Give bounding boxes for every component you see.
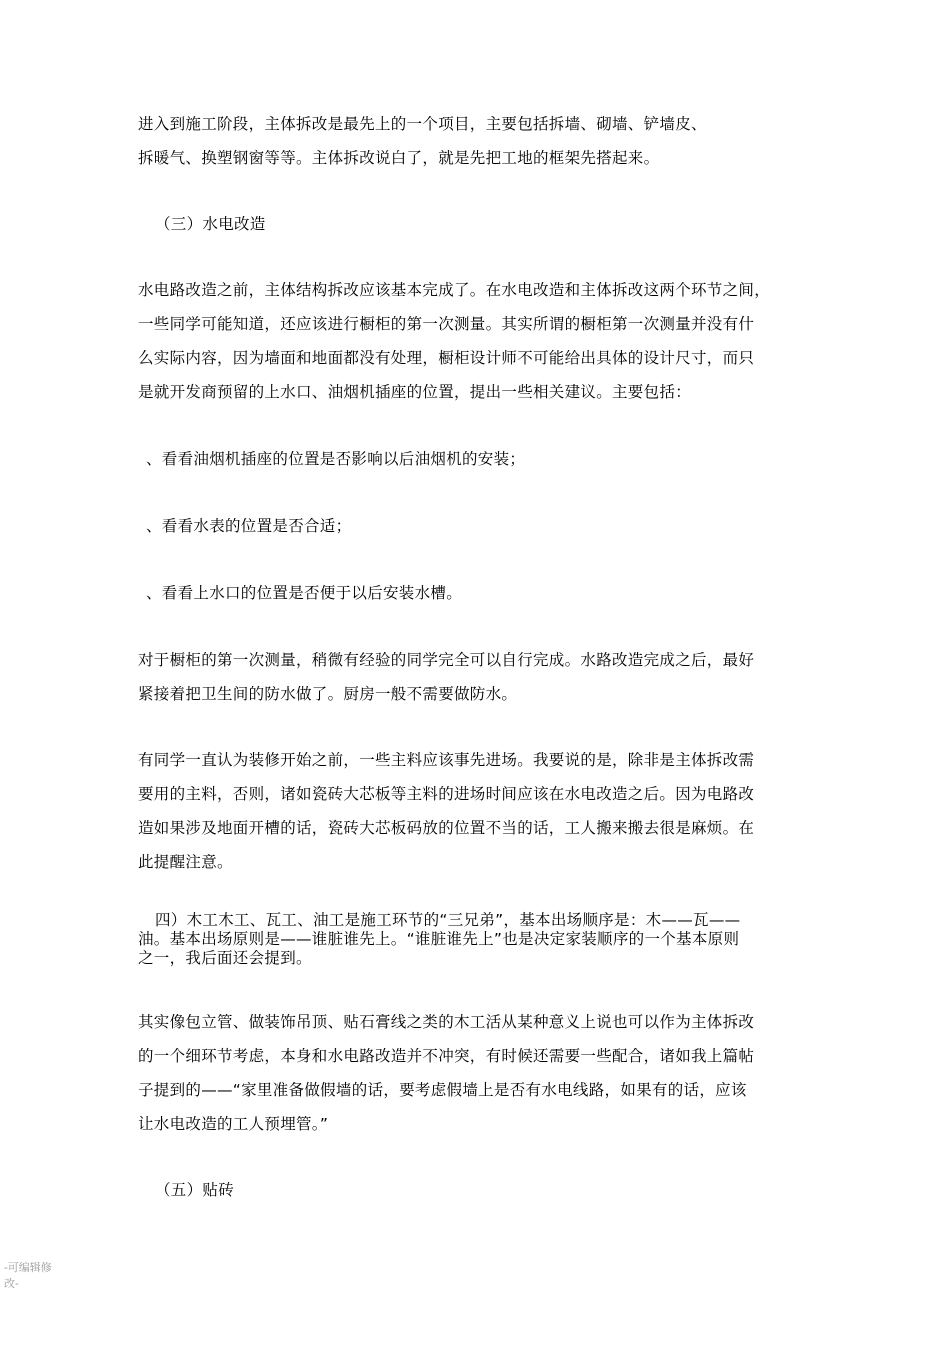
paragraph-line: 一些同学可能知道，还应该进行橱柜的第一次测量。其实所谓的橱柜第一次测量并没有什	[138, 315, 755, 333]
paragraph-line: 拆暖气、换塑钢窗等等。主体拆改说白了，就是先把工地的框架先搭起来。	[138, 149, 660, 167]
paragraph-line: 是就开发商预留的上水口、油烟机插座的位置，提出一些相关建议。主要包括：	[138, 383, 692, 401]
paragraph-line: 让水电改造的工人预埋管。”	[138, 1115, 329, 1133]
footer-note: -可编辑修改-	[4, 1261, 52, 1290]
paragraph-line: 其实像包立管、做装饰吊顶、贴石膏线之类的木工活从某种意义上说也可以作为主体拆改	[138, 1013, 755, 1031]
paragraph-line: 之一，我后面还会提到。	[138, 949, 312, 967]
paragraph-line: 么实际内容，因为墙面和地面都没有处理，橱柜设计师不可能给出具体的设计尺寸，而只	[138, 349, 755, 367]
list-item: 、看看水表的位置是否合适；	[146, 517, 352, 535]
paragraph-line: 油。基本出场原则是——谁脏谁先上。“谁脏谁先上”也是决定家装顺序的一个基本原则	[138, 930, 740, 948]
paragraph-line: 的一个细环节考虑，本身和水电路改造并不冲突，有时候还需要一些配合，诸如我上篇帖	[138, 1047, 755, 1065]
section-heading: （五）贴砖	[155, 1181, 235, 1199]
paragraph-line: 水电路改造之前，主体结构拆改应该基本完成了。在水电改造和主体拆改这两个环节之间，	[138, 281, 771, 299]
section-heading: （三）水电改造	[155, 215, 266, 233]
paragraph-line: 紧接着把卫生间的防水做了。厨房一般不需要做防水。	[138, 685, 518, 703]
paragraph-line: 有同学一直认为装修开始之前，一些主料应该事先进场。我要说的是，除非是主体拆改需	[138, 751, 755, 769]
paragraph-line: 造如果涉及地面开槽的话，瓷砖大芯板码放的位置不当的话，工人搬来搬去很是麻烦。在	[138, 819, 755, 837]
paragraph-line: 此提醒注意。	[138, 853, 233, 871]
list-item: 、看看油烟机插座的位置是否影响以后油烟机的安装；	[146, 450, 526, 468]
paragraph-line: 要用的主料，否则，诸如瓷砖大芯板等主料的进场时间应该在水电改造之后。因为电路改	[138, 785, 755, 803]
paragraph-line: 子提到的——“家里准备做假墙的话，要考虑假墙上是否有水电线路，如果有的话，应该	[138, 1081, 747, 1099]
paragraph-line: 四）木工木工、瓦工、油工是施工环节的“三兄弟”，基本出场顺序是：木——瓦——	[155, 911, 741, 929]
paragraph-line: 对于橱柜的第一次测量，稍微有经验的同学完全可以自行完成。水路改造完成之后，最好	[138, 651, 755, 669]
list-item: 、看看上水口的位置是否便于以后安装水槽。	[146, 584, 463, 602]
paragraph-line: 进入到施工阶段，主体拆改是最先上的一个项目，主要包括拆墙、砌墙、铲墙皮、	[138, 115, 707, 133]
